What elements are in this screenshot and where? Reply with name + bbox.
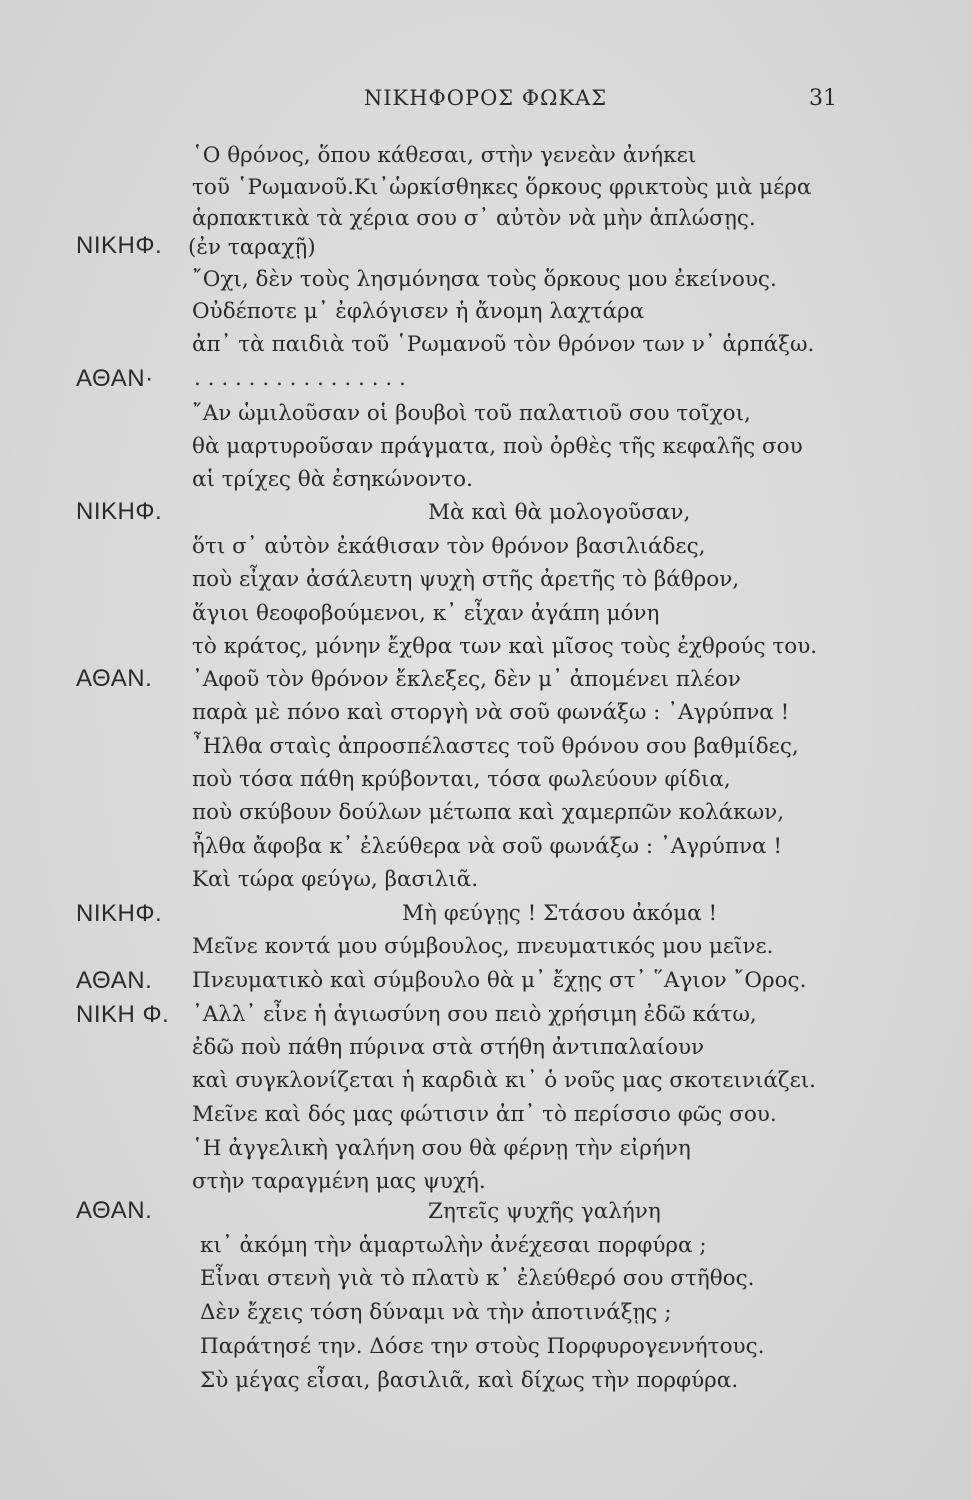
verse-line: ᾽Αλλ᾽ εἶνε ἡ ἁγιωσύνη σου πειὸ χρήσιμη ἐδῶ κάτω,: [192, 1002, 757, 1027]
verse-line: ποὺ τόσα πάθη κρύβονται, τόσα φωλεύουν φίδια,: [192, 767, 731, 792]
speaker-label: ΑΘΑΝ.: [76, 967, 153, 994]
verse-line: Δὲν ἔχεις τόση δύναμι νὰ τὴν ἀποτινάξῃς ;: [200, 1300, 672, 1325]
speaker-label: ΝΙΚΗΦ.: [76, 232, 163, 259]
verse-line: Μεῖνε κοντά μου σύμβουλος, πνευματικός μου μεῖνε.: [192, 934, 774, 959]
verse-line: τὸ κράτος, μόνην ἔχθρα των καὶ μῖσος τοὺς ἐχθρούς του.: [192, 634, 818, 659]
verse-line: Οὐδέποτε μ᾽ ἐφλόγισεν ἡ ἄνομη λαχτάρα: [192, 299, 645, 324]
verse-line: ἀπ᾽ τὰ παιδιὰ τοῦ ῾Ρωμανοῦ τὸν θρόνον των ν᾽ ἁρπάξω.: [192, 332, 815, 357]
verse-line: ἁρπακτικὰ τὰ χέρια σου σ᾽ αὐτὸν νὰ μὴν ἁπλώσῃς.: [192, 206, 756, 231]
verse-line: ποὺ εἶχαν ἀσάλευτη ψυχὴ στῆς ἀρετῆς τὸ βάθρον,: [192, 567, 740, 592]
verse-line: ἦλθα ἄφοβα κ᾽ ἐλεύθερα νὰ σοῦ φωνάξω : ᾽Αγρύπνα !: [192, 834, 783, 859]
verse-line: ῎Οχι, δὲν τοὺς λησμόνησα τοὺς ὅρκους μου ἐκείνους.: [192, 267, 777, 292]
verse-line: παρὰ μὲ πόνο καὶ στοργὴ νὰ σοῦ φωνάξω : ᾽Αγρύπνα !: [192, 700, 790, 725]
verse-line: Πνευματικὸ καὶ σύμβουλο θὰ μ᾽ ἔχῃς στ᾽ ῞Αγιον ῎Ορος.: [192, 968, 807, 993]
verse-line: καὶ συγκλονίζεται ἡ καρδιὰ κι᾽ ὁ νοῦς μας σκοτεινιάζει.: [192, 1068, 816, 1093]
verse-line: Μεῖνε καὶ δός μας φώτισιν ἀπ᾽ τὸ περίσσιο φῶς σου.: [192, 1102, 777, 1127]
verse-line: Παράτησέ την. Δόσε την στοὺς Πορφυρογεννήτους.: [200, 1334, 765, 1359]
verse-line: τοῦ ῾Ρωμανοῦ.Κι᾽ὡρκίσθηκες ὅρκους φρικτοὺς μιὰ μέρα: [192, 175, 812, 200]
verse-line: ῾Η ἀγγελικὴ γαλήνη σου θὰ φέρνῃ τὴν εἰρήνη: [192, 1136, 691, 1161]
speaker-label: ΝΙΚΗΦ.: [76, 900, 163, 927]
verse-line: ποὺ σκύβουν δούλων μέτωπα καὶ χαμερπῶν κολάκων,: [192, 800, 785, 825]
verse-line: θὰ μαρτυροῦσαν πράγματα, ποὺ ὀρθὲς τῆς κεφαλῆς σου: [192, 434, 803, 459]
verse-line: ὅτι σ᾽ αὐτὸν ἐκάθισαν τὸν θρόνον βασιλιάδες,: [192, 534, 706, 559]
speaker-label: ΝΙΚΗ Φ.: [76, 1001, 170, 1028]
verse-line: (ἐν ταραχῇ): [188, 235, 316, 260]
speaker-label: ΑΘΑΝ·: [76, 365, 154, 392]
verse-line: Μὴ φεύγῃς ! Στάσου ἀκόμα !: [402, 901, 718, 926]
verse-line: ἅγιοι θεοφοβούμενοι, κ᾽ εἶχαν ἀγάπη μόνη: [192, 601, 660, 626]
verse-line: Μὰ καὶ θὰ μολογοῦσαν,: [428, 500, 691, 525]
verse-line: Εἶναι στενὴ γιὰ τὸ πλατὺ κ᾽ ἐλεύθερό σου στῆθος.: [200, 1266, 755, 1291]
verse-line: ῾Ο θρόνος, ὅπου κάθεσαι, στὴν γενεὰν ἀνήκει: [192, 143, 697, 168]
speaker-label: ΑΘΑΝ.: [76, 665, 153, 692]
verse-line: κι᾽ ἀκόμη τὴν ἁμαρτωλὴν ἀνέχεσαι πορφύρα ;: [200, 1233, 707, 1258]
running-header-title: ΝΙΚΗΦΟΡΟΣ ΦΩΚΑΣ: [363, 86, 608, 110]
speaker-label: ΑΘΑΝ.: [76, 1197, 153, 1224]
verse-line: ἐδῶ ποὺ πάθη πύρινα στὰ στήθη ἀντιπαλαίουν: [192, 1035, 705, 1060]
page-number: 31: [809, 86, 837, 111]
verse-line: ῎Αν ὡμιλοῦσαν οἱ βουβοὶ τοῦ παλατιοῦ σου τοῖχοι,: [192, 401, 751, 426]
verse-line: αἱ τρίχες θὰ ἐσηκώνοντο.: [192, 467, 473, 492]
ellipsis-line: . . . . . . . . . . . . . . . .: [194, 366, 406, 391]
verse-line: Ζητεῖς ψυχῆς γαλήνη: [428, 1199, 661, 1224]
verse-line: στὴν ταραγμένη μας ψυχή.: [192, 1169, 486, 1194]
verse-line: ᾽Αφοῦ τὸν θρόνον ἔκλεξες, δὲν μ᾽ ἀπομένει πλέον: [192, 667, 741, 692]
speaker-label: ΝΙΚΗΦ.: [76, 498, 163, 525]
verse-line: Καὶ τώρα φεύγω, βασιλιᾶ.: [192, 867, 479, 892]
verse-line: Σὺ μέγας εἶσαι, βασιλιᾶ, καὶ δίχως τὴν πορφύρα.: [200, 1368, 739, 1393]
verse-line: ῏Ηλθα σταὶς ἀπροσπέλαστες τοῦ θρόνου σου βαθμίδες,: [192, 734, 799, 759]
